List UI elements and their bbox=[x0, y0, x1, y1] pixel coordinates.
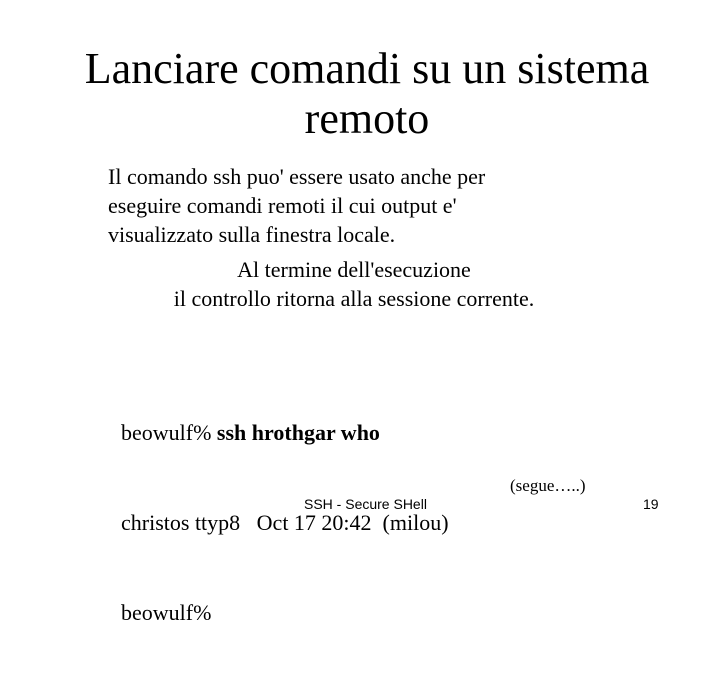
intro-line-2: eseguire comandi remoti il cui output e' bbox=[108, 193, 457, 218]
continue-note: (segue…..) bbox=[510, 476, 586, 495]
slide-title bbox=[0, 44, 720, 144]
intro-line-1: Il comando ssh puo' essere usato anche per bbox=[108, 164, 486, 189]
terminal-line-3: beowulf% bbox=[121, 600, 212, 625]
terminal-line-1 bbox=[121, 418, 449, 448]
page-number: 19 bbox=[643, 496, 659, 512]
slide-title-line-1: Lanciare comandi su un sistema bbox=[84, 44, 650, 93]
terminal-example bbox=[121, 358, 449, 688]
return-paragraph bbox=[0, 255, 708, 313]
return-line-2: il controllo ritorna alla sessione corrente. bbox=[173, 286, 535, 311]
footer-title: SSH - Secure SHell bbox=[304, 496, 427, 512]
intro-paragraph bbox=[108, 162, 485, 249]
return-line-1: Al termine dell'esecuzione bbox=[237, 257, 471, 282]
intro-line-3: visualizzato sulla finestra locale. bbox=[108, 222, 396, 247]
terminal-command: ssh hrothgar who bbox=[216, 420, 380, 445]
terminal-line-2: christos ttyp8 Oct 17 20:42 (milou) bbox=[121, 510, 449, 535]
terminal-prompt: beowulf% bbox=[121, 420, 217, 445]
slide-title-line-2: remoto bbox=[304, 94, 430, 143]
